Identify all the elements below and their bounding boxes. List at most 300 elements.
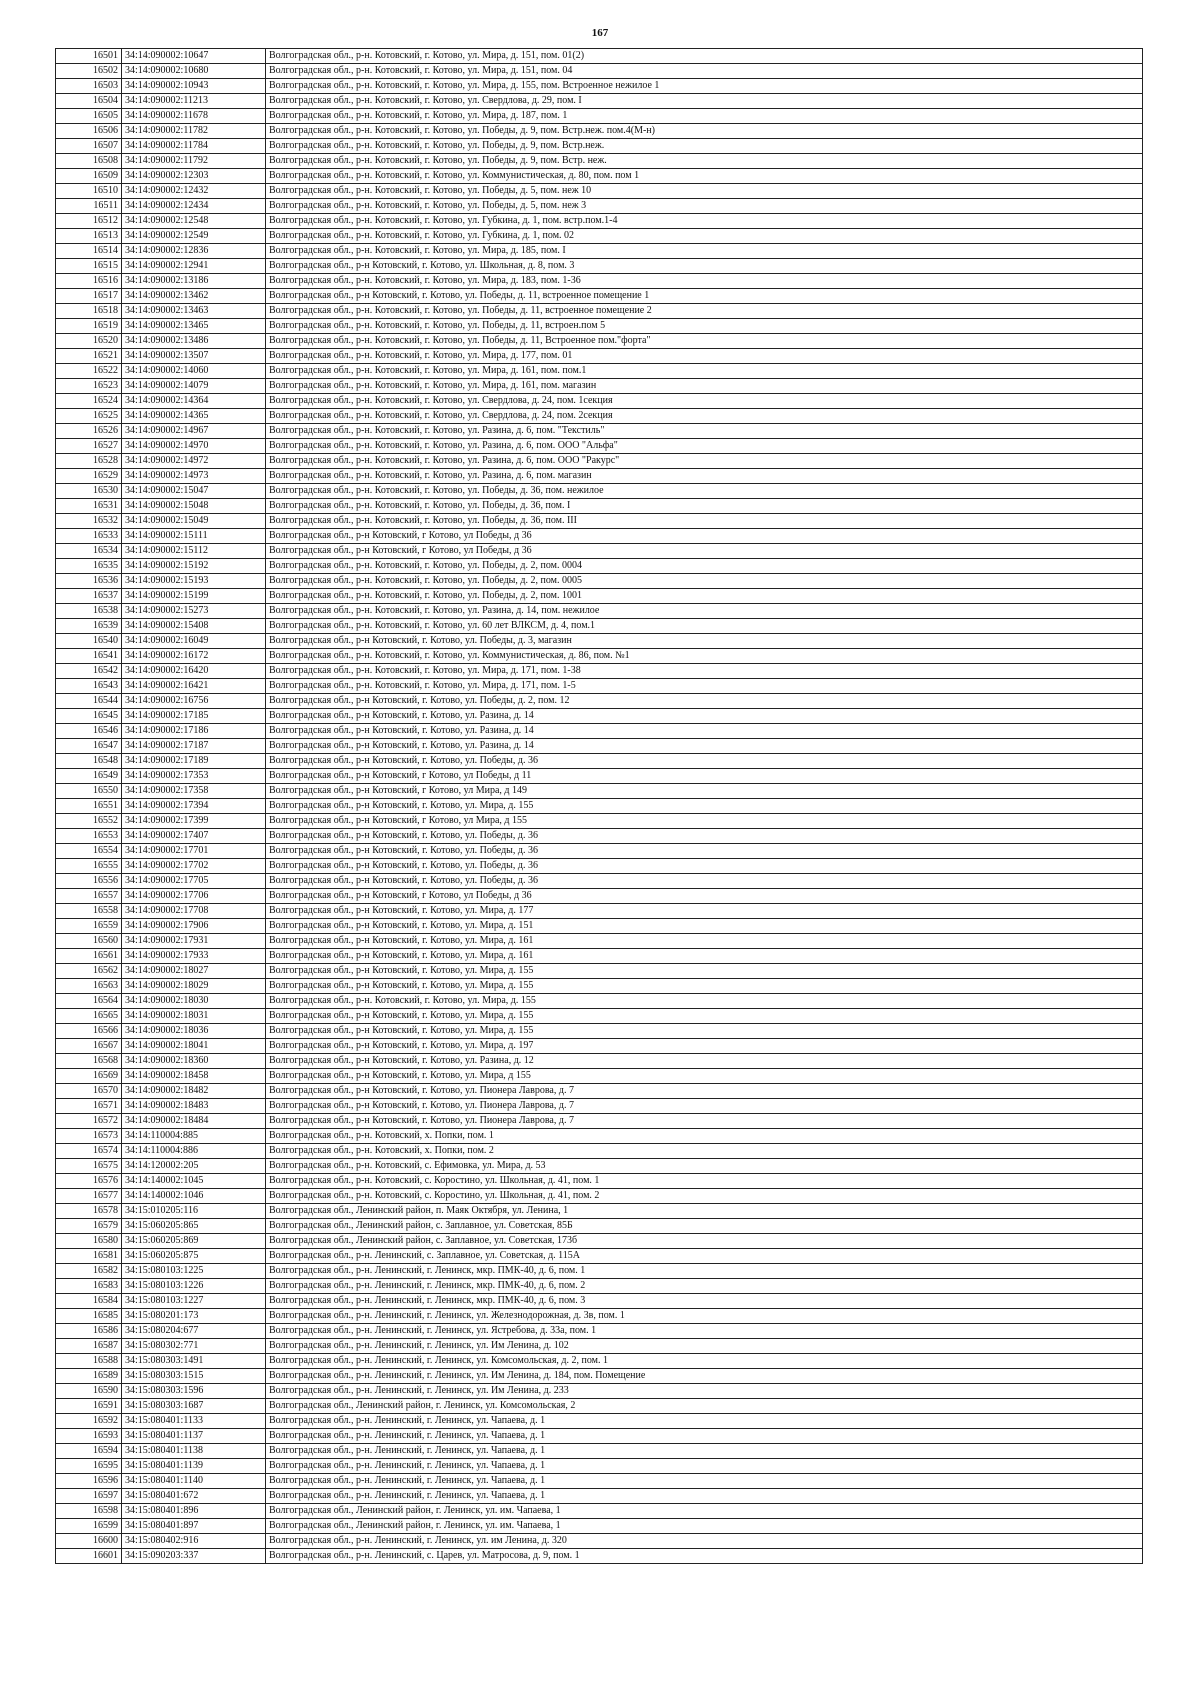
row-number-cell: 16520 bbox=[56, 334, 122, 349]
cadastral-number-cell: 34:14:090002:13186 bbox=[122, 274, 266, 289]
table-row bbox=[56, 1534, 1143, 1549]
row-number-cell: 16532 bbox=[56, 514, 122, 529]
row-number-cell: 16563 bbox=[56, 979, 122, 994]
row-number-cell: 16536 bbox=[56, 574, 122, 589]
address-cell: Волгоградская обл., р-н. Ленинский, г. Ленинск, ул. Чапаева, д. 1 bbox=[266, 1489, 1143, 1504]
cadastral-number-cell: 34:15:080302:771 bbox=[122, 1339, 266, 1354]
address-cell: Волгоградская обл., р-н Котовский, г. Котово, ул. Разина, д. 14 bbox=[266, 724, 1143, 739]
table-row bbox=[56, 1174, 1143, 1189]
table-row bbox=[56, 334, 1143, 349]
row-number-cell: 16551 bbox=[56, 799, 122, 814]
address-cell: Волгоградская обл., р-н. Котовский, г. Котово, ул. Победы, д. 11, встроен.пом 5 bbox=[266, 319, 1143, 334]
table-row bbox=[56, 1114, 1143, 1129]
table-row bbox=[56, 1294, 1143, 1309]
cadastral-number-cell: 34:15:090203:337 bbox=[122, 1549, 266, 1564]
row-number-cell: 16549 bbox=[56, 769, 122, 784]
row-number-cell: 16555 bbox=[56, 859, 122, 874]
address-cell: Волгоградская обл., р-н Котовский, г Котово, ул Мира, д 149 bbox=[266, 784, 1143, 799]
row-number-cell: 16586 bbox=[56, 1324, 122, 1339]
row-number-cell: 16588 bbox=[56, 1354, 122, 1369]
address-cell: Волгоградская обл., р-н. Ленинский, г. Ленинск, ул. Чапаева, д. 1 bbox=[266, 1429, 1143, 1444]
address-cell: Волгоградская обл., р-н Котовский, г. Котово, ул. Пионера Лаврова, д. 7 bbox=[266, 1099, 1143, 1114]
cadastral-number-cell: 34:14:090002:11792 bbox=[122, 154, 266, 169]
row-number-cell: 16526 bbox=[56, 424, 122, 439]
row-number-cell: 16582 bbox=[56, 1264, 122, 1279]
row-number-cell: 16556 bbox=[56, 874, 122, 889]
cadastral-number-cell: 34:14:090002:12434 bbox=[122, 199, 266, 214]
address-cell: Волгоградская обл., Ленинский район, с. Заплавное, ул. Советская, 85Б bbox=[266, 1219, 1143, 1234]
table-row bbox=[56, 829, 1143, 844]
address-cell: Волгоградская обл., р-н. Котовский, г. Котово, ул. Губкина, д. 1, пом. встр.пом.1-4 bbox=[266, 214, 1143, 229]
row-number-cell: 16510 bbox=[56, 184, 122, 199]
cadastral-number-cell: 34:14:090002:11784 bbox=[122, 139, 266, 154]
table-row bbox=[56, 589, 1143, 604]
table-row bbox=[56, 889, 1143, 904]
cadastral-number-cell: 34:14:090002:17706 bbox=[122, 889, 266, 904]
address-cell: Волгоградская обл., р-н. Котовский, г. Котово, ул. Мира, д. 177, пом. 01 bbox=[266, 349, 1143, 364]
table-row bbox=[56, 874, 1143, 889]
row-number-cell: 16525 bbox=[56, 409, 122, 424]
cadastral-number-cell: 34:15:080303:1596 bbox=[122, 1384, 266, 1399]
row-number-cell: 16546 bbox=[56, 724, 122, 739]
row-number-cell: 16521 bbox=[56, 349, 122, 364]
cadastral-number-cell: 34:14:090002:13486 bbox=[122, 334, 266, 349]
cadastral-number-cell: 34:14:090002:17906 bbox=[122, 919, 266, 934]
cadastral-number-cell: 34:14:090002:18029 bbox=[122, 979, 266, 994]
cadastral-number-cell: 34:14:090002:17187 bbox=[122, 739, 266, 754]
row-number-cell: 16560 bbox=[56, 934, 122, 949]
row-number-cell: 16502 bbox=[56, 64, 122, 79]
cadastral-number-cell: 34:14:090002:18036 bbox=[122, 1024, 266, 1039]
cadastral-number-cell: 34:14:090002:12836 bbox=[122, 244, 266, 259]
address-cell: Волгоградская обл., р-н. Ленинский, г. Ленинск, ул. Чапаева, д. 1 bbox=[266, 1414, 1143, 1429]
address-cell: Волгоградская обл., Ленинский район, г. Ленинск, ул. им. Чапаева, 1 bbox=[266, 1519, 1143, 1534]
address-cell: Волгоградская обл., р-н Котовский, г. Котово, ул. Мира, д. 155 bbox=[266, 979, 1143, 994]
row-number-cell: 16516 bbox=[56, 274, 122, 289]
cadastral-number-cell: 34:14:090002:18027 bbox=[122, 964, 266, 979]
table-row bbox=[56, 859, 1143, 874]
table-row bbox=[56, 1504, 1143, 1519]
table-row bbox=[56, 349, 1143, 364]
row-number-cell: 16547 bbox=[56, 739, 122, 754]
cadastral-number-cell: 34:14:090002:15273 bbox=[122, 604, 266, 619]
address-cell: Волгоградская обл., р-н. Ленинский, г. Ленинск, ул. Им Ленина, д. 102 bbox=[266, 1339, 1143, 1354]
address-cell: Волгоградская обл., р-н. Котовский, г. Котово, ул. Победы, д. 2, пом. 0005 bbox=[266, 574, 1143, 589]
cadastral-number-cell: 34:14:090002:12432 bbox=[122, 184, 266, 199]
cadastral-number-cell: 34:14:090002:12549 bbox=[122, 229, 266, 244]
address-cell: Волгоградская обл., р-н. Котовский, г. Котово, ул. Свердлова, д. 29, пом. I bbox=[266, 94, 1143, 109]
table-row bbox=[56, 574, 1143, 589]
address-cell: Волгоградская обл., р-н Котовский, г. Котово, ул. Победы, д. 36 bbox=[266, 874, 1143, 889]
row-number-cell: 16592 bbox=[56, 1414, 122, 1429]
address-cell: Волгоградская обл., Ленинский район, г. Ленинск, ул. им. Чапаева, 1 bbox=[266, 1504, 1143, 1519]
row-number-cell: 16544 bbox=[56, 694, 122, 709]
cadastral-number-cell: 34:14:090002:14060 bbox=[122, 364, 266, 379]
row-number-cell: 16503 bbox=[56, 79, 122, 94]
cadastral-number-cell: 34:14:090002:10943 bbox=[122, 79, 266, 94]
address-cell: Волгоградская обл., р-н. Котовский, г. Котово, ул. Разина, д. 6, пом. ООО "Альфа" bbox=[266, 439, 1143, 454]
row-number-cell: 16584 bbox=[56, 1294, 122, 1309]
address-cell: Волгоградская обл., р-н. Котовский, г. Котово, ул. Победы, д. 9, пом. Встр.неж. пом.4(М-н) bbox=[266, 124, 1143, 139]
table-row bbox=[56, 484, 1143, 499]
row-number-cell: 16540 bbox=[56, 634, 122, 649]
cadastral-number-cell: 34:15:060205:875 bbox=[122, 1249, 266, 1264]
cadastral-number-cell: 34:14:090002:17186 bbox=[122, 724, 266, 739]
address-cell: Волгоградская обл., р-н Котовский, г Котово, ул Мира, д 155 bbox=[266, 814, 1143, 829]
address-cell: Волгоградская обл., р-н. Котовский, г. Котово, ул. Коммунистическая, д. 80, пом. пом 1 bbox=[266, 169, 1143, 184]
cadastral-number-cell: 34:15:080402:916 bbox=[122, 1534, 266, 1549]
row-number-cell: 16514 bbox=[56, 244, 122, 259]
cadastral-number-cell: 34:14:090002:13462 bbox=[122, 289, 266, 304]
table-row bbox=[56, 634, 1143, 649]
row-number-cell: 16550 bbox=[56, 784, 122, 799]
address-cell: Волгоградская обл., р-н. Котовский, с. Коростино, ул. Школьная, д. 41, пом. 2 bbox=[266, 1189, 1143, 1204]
table-row bbox=[56, 304, 1143, 319]
address-cell: Волгоградская обл., р-н Котовский, г. Котово, ул. Разина, д. 14 bbox=[266, 739, 1143, 754]
row-number-cell: 16505 bbox=[56, 109, 122, 124]
address-cell: Волгоградская обл., р-н. Ленинский, г. Ленинск, ул. Им Ленина, д. 184, пом. Помещение bbox=[266, 1369, 1143, 1384]
address-cell: Волгоградская обл., р-н Котовский, г Котово, ул Победы, д 11 bbox=[266, 769, 1143, 784]
cadastral-number-cell: 34:14:090002:14970 bbox=[122, 439, 266, 454]
cadastral-number-cell: 34:15:080103:1225 bbox=[122, 1264, 266, 1279]
address-cell: Волгоградская обл., р-н Котовский, г. Котово, ул. Мира, д. 151 bbox=[266, 919, 1143, 934]
row-number-cell: 16568 bbox=[56, 1054, 122, 1069]
row-number-cell: 16590 bbox=[56, 1384, 122, 1399]
address-cell: Волгоградская обл., р-н. Ленинский, г. Ленинск, ул. им Ленина, д. 320 bbox=[266, 1534, 1143, 1549]
address-cell: Волгоградская обл., р-н. Котовский, г. Котово, ул. Свердлова, д. 24, пом. 1секция bbox=[266, 394, 1143, 409]
table-row bbox=[56, 1189, 1143, 1204]
cadastral-number-cell: 34:14:090002:17708 bbox=[122, 904, 266, 919]
table-row bbox=[56, 454, 1143, 469]
cadastral-number-cell: 34:14:090002:17931 bbox=[122, 934, 266, 949]
address-cell: Волгоградская обл., р-н. Котовский, г. Котово, ул. Победы, д. 5, пом. неж 10 bbox=[266, 184, 1143, 199]
address-cell: Волгоградская обл., р-н Котовский, г. Котово, ул. Победы, д. 36 bbox=[266, 844, 1143, 859]
row-number-cell: 16600 bbox=[56, 1534, 122, 1549]
address-cell: Волгоградская обл., р-н Котовский, г. Котово, ул. Пионера Лаврова, д. 7 bbox=[266, 1114, 1143, 1129]
cadastral-number-cell: 34:15:080401:1133 bbox=[122, 1414, 266, 1429]
table-row bbox=[56, 1459, 1143, 1474]
row-number-cell: 16601 bbox=[56, 1549, 122, 1564]
cadastral-number-cell: 34:14:090002:17701 bbox=[122, 844, 266, 859]
table-row bbox=[56, 994, 1143, 1009]
row-number-cell: 16595 bbox=[56, 1459, 122, 1474]
table-row bbox=[56, 1144, 1143, 1159]
table-row bbox=[56, 1549, 1143, 1564]
address-cell: Волгоградская обл., р-н. Котовский, г. Котово, ул. Победы, д. 36, пом. III bbox=[266, 514, 1143, 529]
table-row bbox=[56, 964, 1143, 979]
row-number-cell: 16509 bbox=[56, 169, 122, 184]
table-row bbox=[56, 229, 1143, 244]
cadastral-number-cell: 34:14:090002:16049 bbox=[122, 634, 266, 649]
cadastral-number-cell: 34:14:090002:18458 bbox=[122, 1069, 266, 1084]
table-row bbox=[56, 544, 1143, 559]
address-cell: Волгоградская обл., р-н Котовский, г Котово, ул Победы, д 36 bbox=[266, 544, 1143, 559]
address-cell: Волгоградская обл., р-н. Котовский, х. Попки, пом. 2 bbox=[266, 1144, 1143, 1159]
table-row bbox=[56, 529, 1143, 544]
row-number-cell: 16535 bbox=[56, 559, 122, 574]
table-row bbox=[56, 1444, 1143, 1459]
address-cell: Волгоградская обл., р-н. Котовский, г. Котово, ул. Победы, д. 36, пом. нежилое bbox=[266, 484, 1143, 499]
table-row bbox=[56, 1084, 1143, 1099]
cadastral-number-cell: 34:15:080401:1140 bbox=[122, 1474, 266, 1489]
cadastral-number-cell: 34:14:090002:16420 bbox=[122, 664, 266, 679]
cadastral-number-cell: 34:14:090002:17702 bbox=[122, 859, 266, 874]
address-cell: Волгоградская обл., р-н. Котовский, г. Котово, ул. Победы, д. 2, пом. 1001 bbox=[266, 589, 1143, 604]
table-row bbox=[56, 169, 1143, 184]
cadastral-number-cell: 34:14:090002:16172 bbox=[122, 649, 266, 664]
row-number-cell: 16553 bbox=[56, 829, 122, 844]
page-number: 167 bbox=[591, 27, 609, 39]
address-cell: Волгоградская обл., р-н. Котовский, г. Котово, ул. Мира, д. 161, пом. пом.1 bbox=[266, 364, 1143, 379]
address-cell: Волгоградская обл., р-н Котовский, г. Котово, ул. Мира, д. 155 bbox=[266, 1024, 1143, 1039]
address-cell: Волгоградская обл., р-н. Котовский, г. Котово, ул. Коммунистическая, д. 86, пом. №1 bbox=[266, 649, 1143, 664]
cadastral-number-cell: 34:14:140002:1045 bbox=[122, 1174, 266, 1189]
cadastral-number-cell: 34:14:090002:15193 bbox=[122, 574, 266, 589]
address-cell: Волгоградская обл., р-н Котовский, г Котово, ул Победы, д 36 bbox=[266, 889, 1143, 904]
table-row bbox=[56, 49, 1143, 64]
table-row bbox=[56, 1219, 1143, 1234]
row-number-cell: 16572 bbox=[56, 1114, 122, 1129]
table-row bbox=[56, 1474, 1143, 1489]
row-number-cell: 16591 bbox=[56, 1399, 122, 1414]
cadastral-number-cell: 34:14:090002:18031 bbox=[122, 1009, 266, 1024]
cadastral-number-cell: 34:14:090002:18041 bbox=[122, 1039, 266, 1054]
cadastral-number-cell: 34:14:090002:11782 bbox=[122, 124, 266, 139]
cadastral-number-cell: 34:14:090002:12303 bbox=[122, 169, 266, 184]
table-row bbox=[56, 289, 1143, 304]
table-row bbox=[56, 1159, 1143, 1174]
table-row bbox=[56, 469, 1143, 484]
row-number-cell: 16507 bbox=[56, 139, 122, 154]
cadastral-number-cell: 34:15:080401:1138 bbox=[122, 1444, 266, 1459]
address-cell: Волгоградская обл., р-н. Ленинский, г. Ленинск, ул. Чапаева, д. 1 bbox=[266, 1444, 1143, 1459]
table-row bbox=[56, 499, 1143, 514]
row-number-cell: 16574 bbox=[56, 1144, 122, 1159]
address-cell: Волгоградская обл., р-н Котовский, г. Котово, ул. Победы, д. 2, пом. 12 bbox=[266, 694, 1143, 709]
table-row bbox=[56, 319, 1143, 334]
table-row bbox=[56, 244, 1143, 259]
row-number-cell: 16579 bbox=[56, 1219, 122, 1234]
row-number-cell: 16580 bbox=[56, 1234, 122, 1249]
address-cell: Волгоградская обл., р-н Котовский, г. Котово, ул. Мира, д. 161 bbox=[266, 949, 1143, 964]
cadastral-number-cell: 34:15:080103:1226 bbox=[122, 1279, 266, 1294]
table-row bbox=[56, 439, 1143, 454]
address-cell: Волгоградская обл., р-н. Котовский, г. Котово, ул. Победы, д. 9, пом. Встр. неж. bbox=[266, 154, 1143, 169]
cadastral-number-cell: 34:14:090002:15112 bbox=[122, 544, 266, 559]
table-row bbox=[56, 409, 1143, 424]
address-cell: Волгоградская обл., р-н. Котовский, г. Котово, ул. Мира, д. 187, пом. 1 bbox=[266, 109, 1143, 124]
cadastral-number-cell: 34:14:090002:15047 bbox=[122, 484, 266, 499]
row-number-cell: 16573 bbox=[56, 1129, 122, 1144]
address-cell: Волгоградская обл., р-н. Котовский, г. Котово, ул. Победы, д. 11, Встроенное пом."форта" bbox=[266, 334, 1143, 349]
row-number-cell: 16562 bbox=[56, 964, 122, 979]
table-row bbox=[56, 934, 1143, 949]
address-cell: Волгоградская обл., р-н. Ленинский, г. Ленинск, ул. Комсомольская, д. 2, пом. 1 bbox=[266, 1354, 1143, 1369]
row-number-cell: 16583 bbox=[56, 1279, 122, 1294]
address-cell: Волгоградская обл., р-н Котовский, г. Котово, ул. Мира, д 155 bbox=[266, 1069, 1143, 1084]
row-number-cell: 16531 bbox=[56, 499, 122, 514]
address-cell: Волгоградская обл., р-н. Котовский, с. Коростино, ул. Школьная, д. 41, пом. 1 bbox=[266, 1174, 1143, 1189]
cadastral-number-cell: 34:14:090002:13507 bbox=[122, 349, 266, 364]
address-cell: Волгоградская обл., р-н. Ленинский, г. Ленинск, ул. Чапаева, д. 1 bbox=[266, 1474, 1143, 1489]
row-number-cell: 16593 bbox=[56, 1429, 122, 1444]
table-row bbox=[56, 919, 1143, 934]
table-row bbox=[56, 1039, 1143, 1054]
row-number-cell: 16539 bbox=[56, 619, 122, 634]
address-cell: Волгоградская обл., р-н. Котовский, г. Котово, ул. Разина, д. 6, пом. ООО "Ракурс" bbox=[266, 454, 1143, 469]
row-number-cell: 16585 bbox=[56, 1309, 122, 1324]
table-row bbox=[56, 664, 1143, 679]
row-number-cell: 16513 bbox=[56, 229, 122, 244]
row-number-cell: 16577 bbox=[56, 1189, 122, 1204]
address-cell: Волгоградская обл., Ленинский район, п. Маяк Октября, ул. Ленина, 1 bbox=[266, 1204, 1143, 1219]
address-cell: Волгоградская обл., р-н. Котовский, г. Котово, ул. Свердлова, д. 24, пом. 2секция bbox=[266, 409, 1143, 424]
cadastral-number-cell: 34:15:080201:173 bbox=[122, 1309, 266, 1324]
row-number-cell: 16538 bbox=[56, 604, 122, 619]
table-row bbox=[56, 1384, 1143, 1399]
address-cell: Волгоградская обл., р-н Котовский, г. Котово, ул. Мира, д. 161 bbox=[266, 934, 1143, 949]
row-number-cell: 16581 bbox=[56, 1249, 122, 1264]
address-cell: Волгоградская обл., р-н. Котовский, г. Котово, ул. 60 лет ВЛКСМ, д. 4, пом.1 bbox=[266, 619, 1143, 634]
address-cell: Волгоградская обл., р-н Котовский, г. Котово, ул. Победы, д. 11, встроенное помещение 1 bbox=[266, 289, 1143, 304]
table-row bbox=[56, 154, 1143, 169]
table-row bbox=[56, 1099, 1143, 1114]
cadastral-number-cell: 34:14:090002:12941 bbox=[122, 259, 266, 274]
address-cell: Волгоградская обл., р-н. Ленинский, г. Ленинск, ул. Железнодорожная, д. 3в, пом. 1 bbox=[266, 1309, 1143, 1324]
row-number-cell: 16558 bbox=[56, 904, 122, 919]
cadastral-number-cell: 34:14:090002:17407 bbox=[122, 829, 266, 844]
table-row bbox=[56, 1054, 1143, 1069]
table-row bbox=[56, 724, 1143, 739]
table-row bbox=[56, 214, 1143, 229]
row-number-cell: 16522 bbox=[56, 364, 122, 379]
address-cell: Волгоградская обл., р-н. Котовский, г. Котово, ул. Губкина, д. 1, пом. 02 bbox=[266, 229, 1143, 244]
table-row bbox=[56, 844, 1143, 859]
address-cell: Волгоградская обл., р-н Котовский, г. Котово, ул. Победы, д. 36 bbox=[266, 829, 1143, 844]
address-cell: Волгоградская обл., р-н. Ленинский, г. Ленинск, ул. Ястребова, д. 33а, пом. 1 bbox=[266, 1324, 1143, 1339]
address-cell: Волгоградская обл., р-н Котовский, г. Котово, ул. Победы, д. 36 bbox=[266, 754, 1143, 769]
row-number-cell: 16534 bbox=[56, 544, 122, 559]
row-number-cell: 16552 bbox=[56, 814, 122, 829]
table-row bbox=[56, 949, 1143, 964]
cadastral-number-cell: 34:14:090002:15048 bbox=[122, 499, 266, 514]
row-number-cell: 16533 bbox=[56, 529, 122, 544]
table-row bbox=[56, 1264, 1143, 1279]
cadastral-number-cell: 34:15:080204:677 bbox=[122, 1324, 266, 1339]
address-cell: Волгоградская обл., р-н. Котовский, г. Котово, ул. Победы, д. 9, пом. Встр.неж. bbox=[266, 139, 1143, 154]
address-cell: Волгоградская обл., р-н. Котовский, х. Попки, пом. 1 bbox=[266, 1129, 1143, 1144]
table-row bbox=[56, 1519, 1143, 1534]
cadastral-number-cell: 34:14:090002:16421 bbox=[122, 679, 266, 694]
row-number-cell: 16530 bbox=[56, 484, 122, 499]
table-row bbox=[56, 364, 1143, 379]
cadastral-number-cell: 34:14:090002:11678 bbox=[122, 109, 266, 124]
cadastral-number-cell: 34:14:090002:17399 bbox=[122, 814, 266, 829]
cadastral-number-cell: 34:14:090002:17933 bbox=[122, 949, 266, 964]
table-row bbox=[56, 979, 1143, 994]
cadastral-number-cell: 34:15:080103:1227 bbox=[122, 1294, 266, 1309]
table-row bbox=[56, 1069, 1143, 1084]
address-cell: Волгоградская обл., р-н. Котовский, г. Котово, ул. Победы, д. 2, пом. 0004 bbox=[266, 559, 1143, 574]
row-number-cell: 16527 bbox=[56, 439, 122, 454]
row-number-cell: 16504 bbox=[56, 94, 122, 109]
address-cell: Волгоградская обл., р-н Котовский, г. Котово, ул. Мира, д. 155 bbox=[266, 964, 1143, 979]
row-number-cell: 16517 bbox=[56, 289, 122, 304]
cadastral-number-cell: 34:14:110004:886 bbox=[122, 1144, 266, 1159]
cadastral-number-cell: 34:14:090002:18030 bbox=[122, 994, 266, 1009]
registry-table-body bbox=[56, 49, 1143, 1564]
address-cell: Волгоградская обл., р-н. Ленинский, г. Ленинск, ул. Им Ленина, д. 233 bbox=[266, 1384, 1143, 1399]
address-cell: Волгоградская обл., р-н Котовский, г. Котово, ул. Разина, д. 14 bbox=[266, 709, 1143, 724]
address-cell: Волгоградская обл., р-н. Котовский, г. Котово, ул. Мира, д. 155 bbox=[266, 994, 1143, 1009]
row-number-cell: 16576 bbox=[56, 1174, 122, 1189]
address-cell: Волгоградская обл., р-н. Котовский, г. Котово, ул. Мира, д. 185, пом. I bbox=[266, 244, 1143, 259]
table-row bbox=[56, 514, 1143, 529]
cadastral-number-cell: 34:14:090002:18483 bbox=[122, 1099, 266, 1114]
table-row bbox=[56, 64, 1143, 79]
table-row bbox=[56, 814, 1143, 829]
row-number-cell: 16512 bbox=[56, 214, 122, 229]
cadastral-number-cell: 34:14:090002:15408 bbox=[122, 619, 266, 634]
table-row bbox=[56, 1279, 1143, 1294]
address-cell: Волгоградская обл., р-н Котовский, г. Котово, ул. Мира, д. 197 bbox=[266, 1039, 1143, 1054]
cadastral-number-cell: 34:14:090002:14079 bbox=[122, 379, 266, 394]
table-row bbox=[56, 394, 1143, 409]
row-number-cell: 16537 bbox=[56, 589, 122, 604]
cadastral-number-cell: 34:14:090002:18360 bbox=[122, 1054, 266, 1069]
row-number-cell: 16596 bbox=[56, 1474, 122, 1489]
cadastral-number-cell: 34:15:080303:1491 bbox=[122, 1354, 266, 1369]
table-row bbox=[56, 94, 1143, 109]
address-cell: Волгоградская обл., р-н. Котовский, г. Котово, ул. Мира, д. 183, пом. 1-36 bbox=[266, 274, 1143, 289]
address-cell: Волгоградская обл., р-н. Котовский, г. Котово, ул. Мира, д. 171, пом. 1-5 bbox=[266, 679, 1143, 694]
cadastral-number-cell: 34:14:090002:13463 bbox=[122, 304, 266, 319]
row-number-cell: 16548 bbox=[56, 754, 122, 769]
table-row bbox=[56, 379, 1143, 394]
row-number-cell: 16570 bbox=[56, 1084, 122, 1099]
row-number-cell: 16515 bbox=[56, 259, 122, 274]
table-row bbox=[56, 739, 1143, 754]
cadastral-number-cell: 34:15:080303:1687 bbox=[122, 1399, 266, 1414]
table-row bbox=[56, 769, 1143, 784]
table-row bbox=[56, 694, 1143, 709]
address-cell: Волгоградская обл., р-н Котовский, г. Котово, ул. Мира, д. 155 bbox=[266, 799, 1143, 814]
address-cell: Волгоградская обл., р-н. Котовский, с. Ефимовка, ул. Мира, д. 53 bbox=[266, 1159, 1143, 1174]
table-row bbox=[56, 1429, 1143, 1444]
row-number-cell: 16565 bbox=[56, 1009, 122, 1024]
table-row bbox=[56, 709, 1143, 724]
address-cell: Волгоградская обл., р-н. Котовский, г. Котово, ул. Мира, д. 151, пом. 01(2) bbox=[266, 49, 1143, 64]
table-row bbox=[56, 274, 1143, 289]
address-cell: Волгоградская обл., р-н. Котовский, г. Котово, ул. Победы, д. 11, встроенное помещение 2 bbox=[266, 304, 1143, 319]
row-number-cell: 16554 bbox=[56, 844, 122, 859]
cadastral-number-cell: 34:15:010205:116 bbox=[122, 1204, 266, 1219]
row-number-cell: 16501 bbox=[56, 49, 122, 64]
table-row bbox=[56, 1339, 1143, 1354]
address-cell: Волгоградская обл., р-н. Ленинский, г. Ленинск, мкр. ПМК-40, д. 6, пом. 1 bbox=[266, 1264, 1143, 1279]
address-cell: Волгоградская обл., р-н Котовский, г. Котово, ул. Победы, д. 3, магазин bbox=[266, 634, 1143, 649]
table-row bbox=[56, 79, 1143, 94]
address-cell: Волгоградская обл., Ленинский район, г. Ленинск, ул. Комсомольская, 2 bbox=[266, 1399, 1143, 1414]
address-cell: Волгоградская обл., р-н. Ленинский, с. Заплавное, ул. Советская, д. 115А bbox=[266, 1249, 1143, 1264]
row-number-cell: 16564 bbox=[56, 994, 122, 1009]
row-number-cell: 16594 bbox=[56, 1444, 122, 1459]
cadastral-number-cell: 34:15:060205:869 bbox=[122, 1234, 266, 1249]
table-row bbox=[56, 184, 1143, 199]
row-number-cell: 16506 bbox=[56, 124, 122, 139]
cadastral-number-cell: 34:14:090002:12548 bbox=[122, 214, 266, 229]
cadastral-number-cell: 34:14:090002:13465 bbox=[122, 319, 266, 334]
